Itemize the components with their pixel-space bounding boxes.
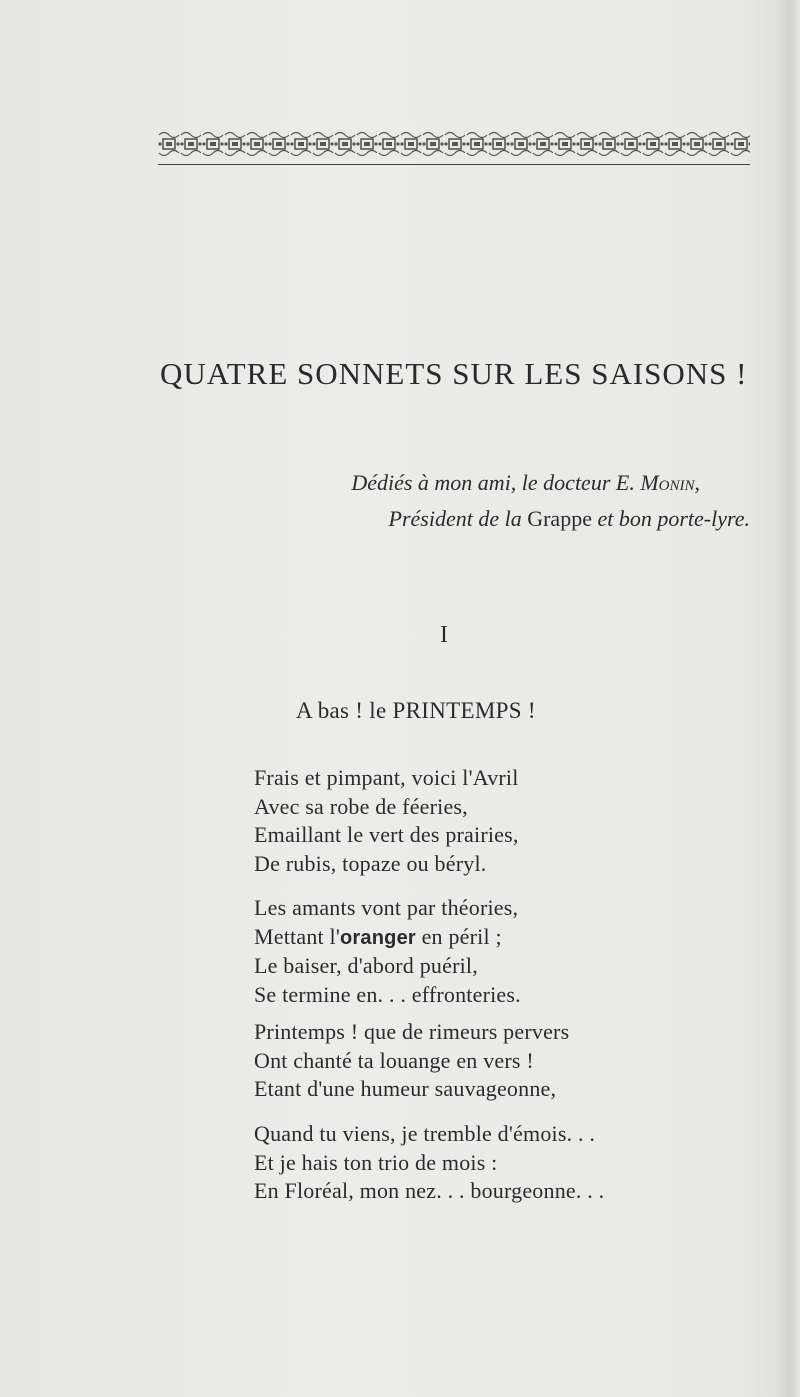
section-numeral: I [440, 622, 448, 648]
dedication-text: Président de la [388, 506, 528, 531]
verse-fragment: Mettant l' [254, 923, 341, 949]
dedication-line-2 [190, 506, 750, 532]
verse-line: Ont chanté ta louange en vers ! [254, 1047, 534, 1073]
stanza-1 [254, 764, 519, 878]
page-title: QUATRE SONNETS SUR LES SAISONS ! [160, 356, 748, 391]
ornament-underline [158, 164, 750, 165]
verse-emphasis: oranger [340, 926, 416, 949]
verse-line: Se termine en. . . effronteries. [254, 981, 521, 1007]
dedication-punct: , [694, 470, 700, 495]
verse-line: Et je hais ton trio de mois : [254, 1149, 498, 1175]
dedication-text: et bon porte-lyre. [591, 506, 750, 531]
verse-line: Avec sa robe de féeries, [254, 793, 468, 819]
verse-fragment: en péril ; [415, 923, 502, 949]
stanza-4 [254, 1120, 604, 1206]
verse-line: Quand tu viens, je tremble d'émois. . . [254, 1121, 596, 1146]
dedication-name: Monin [640, 470, 695, 495]
stanza-2 [254, 894, 521, 1009]
verse-line: Frais et pimpant, voici l'Avril [254, 765, 519, 790]
verse-line: De rubis, topaze ou béryl. [254, 850, 487, 876]
poem-title: A bas ! le PRINTEMPS ! [296, 698, 536, 723]
verse-line: Le baiser, d'abord puéril, [254, 953, 478, 978]
dedication-line-1 [140, 470, 700, 496]
ornamental-header-band [158, 130, 750, 158]
stanza-3 [254, 1018, 569, 1104]
verse-line: Emaillant le vert des prairies, [254, 822, 519, 847]
dedication-society: Grappe [527, 506, 592, 531]
verse-line [254, 923, 521, 953]
verse-line: Printemps ! que de rimeurs pervers [254, 1019, 570, 1044]
verse-line: Les amants vont par théories, [254, 895, 519, 920]
verse-line: En Floréal, mon nez. . . bourgeonne. . . [254, 1178, 605, 1203]
verse-line: Etant d'une humeur sauvageonne, [254, 1076, 557, 1101]
dedication-text: Dédiés à mon ami, le docteur E. [351, 470, 641, 495]
page-spine-shadow [774, 0, 800, 1397]
